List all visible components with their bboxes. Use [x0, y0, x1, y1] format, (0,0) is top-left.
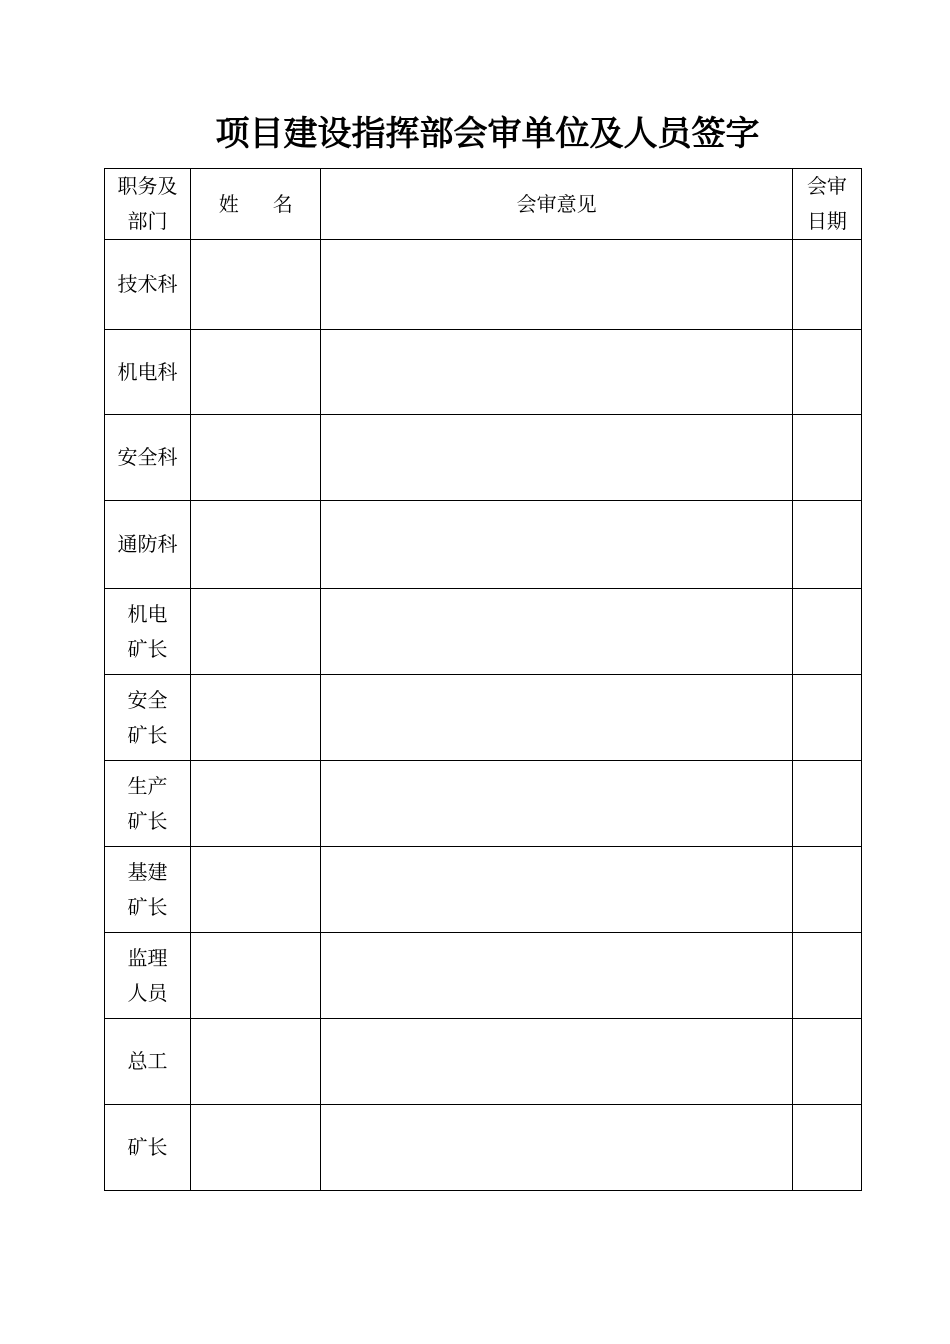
opinion-cell[interactable] [321, 675, 793, 761]
table-header-row [105, 169, 862, 240]
name-cell[interactable] [191, 1105, 321, 1191]
opinion-cell[interactable] [321, 761, 793, 847]
opinion-cell[interactable] [321, 933, 793, 1019]
name-cell[interactable] [191, 847, 321, 933]
dept-cell: 通防科 [105, 501, 191, 589]
name-cell[interactable] [191, 675, 321, 761]
date-cell[interactable] [792, 1019, 861, 1105]
table-row [105, 240, 862, 330]
table-row [105, 501, 862, 589]
table-row [105, 933, 862, 1019]
header-date: 会审 日期 [792, 169, 861, 240]
page-title: 项目建设指挥部会审单位及人员签字 [215, 114, 760, 154]
opinion-cell[interactable] [321, 1019, 793, 1105]
dept-cell: 机电 矿长 [105, 589, 191, 675]
date-cell[interactable] [792, 1105, 861, 1191]
date-cell[interactable] [792, 589, 861, 675]
header-name: 姓 名 [191, 169, 321, 240]
dept-cell: 总工 [105, 1019, 191, 1105]
date-cell[interactable] [792, 675, 861, 761]
date-cell[interactable] [792, 761, 861, 847]
dept-cell: 技术科 [105, 240, 191, 330]
signature-table [104, 168, 862, 1191]
opinion-cell[interactable] [321, 330, 793, 415]
opinion-cell[interactable] [321, 589, 793, 675]
date-cell[interactable] [792, 330, 861, 415]
name-cell[interactable] [191, 589, 321, 675]
table-row [105, 847, 862, 933]
date-cell[interactable] [792, 415, 861, 501]
table-row [105, 761, 862, 847]
table-row [105, 675, 862, 761]
name-cell[interactable] [191, 240, 321, 330]
dept-cell: 机电科 [105, 330, 191, 415]
name-cell[interactable] [191, 330, 321, 415]
name-cell[interactable] [191, 501, 321, 589]
dept-cell: 生产 矿长 [105, 761, 191, 847]
date-cell[interactable] [792, 847, 861, 933]
date-cell[interactable] [792, 501, 861, 589]
dept-cell: 安全科 [105, 415, 191, 501]
opinion-cell[interactable] [321, 1105, 793, 1191]
opinion-cell[interactable] [321, 847, 793, 933]
header-dept: 职务及 部门 [105, 169, 191, 240]
table-row [105, 1105, 862, 1191]
table-row [105, 415, 862, 501]
name-cell[interactable] [191, 1019, 321, 1105]
name-cell[interactable] [191, 415, 321, 501]
dept-cell: 矿长 [105, 1105, 191, 1191]
table-row [105, 1019, 862, 1105]
name-cell[interactable] [191, 761, 321, 847]
opinion-cell[interactable] [321, 415, 793, 501]
date-cell[interactable] [792, 240, 861, 330]
header-opinion: 会审意见 [321, 169, 793, 240]
table-row [105, 589, 862, 675]
dept-cell: 基建 矿长 [105, 847, 191, 933]
name-cell[interactable] [191, 933, 321, 1019]
opinion-cell[interactable] [321, 501, 793, 589]
dept-cell: 监理 人员 [105, 933, 191, 1019]
date-cell[interactable] [792, 933, 861, 1019]
dept-cell: 安全 矿长 [105, 675, 191, 761]
table-row [105, 330, 862, 415]
opinion-cell[interactable] [321, 240, 793, 330]
